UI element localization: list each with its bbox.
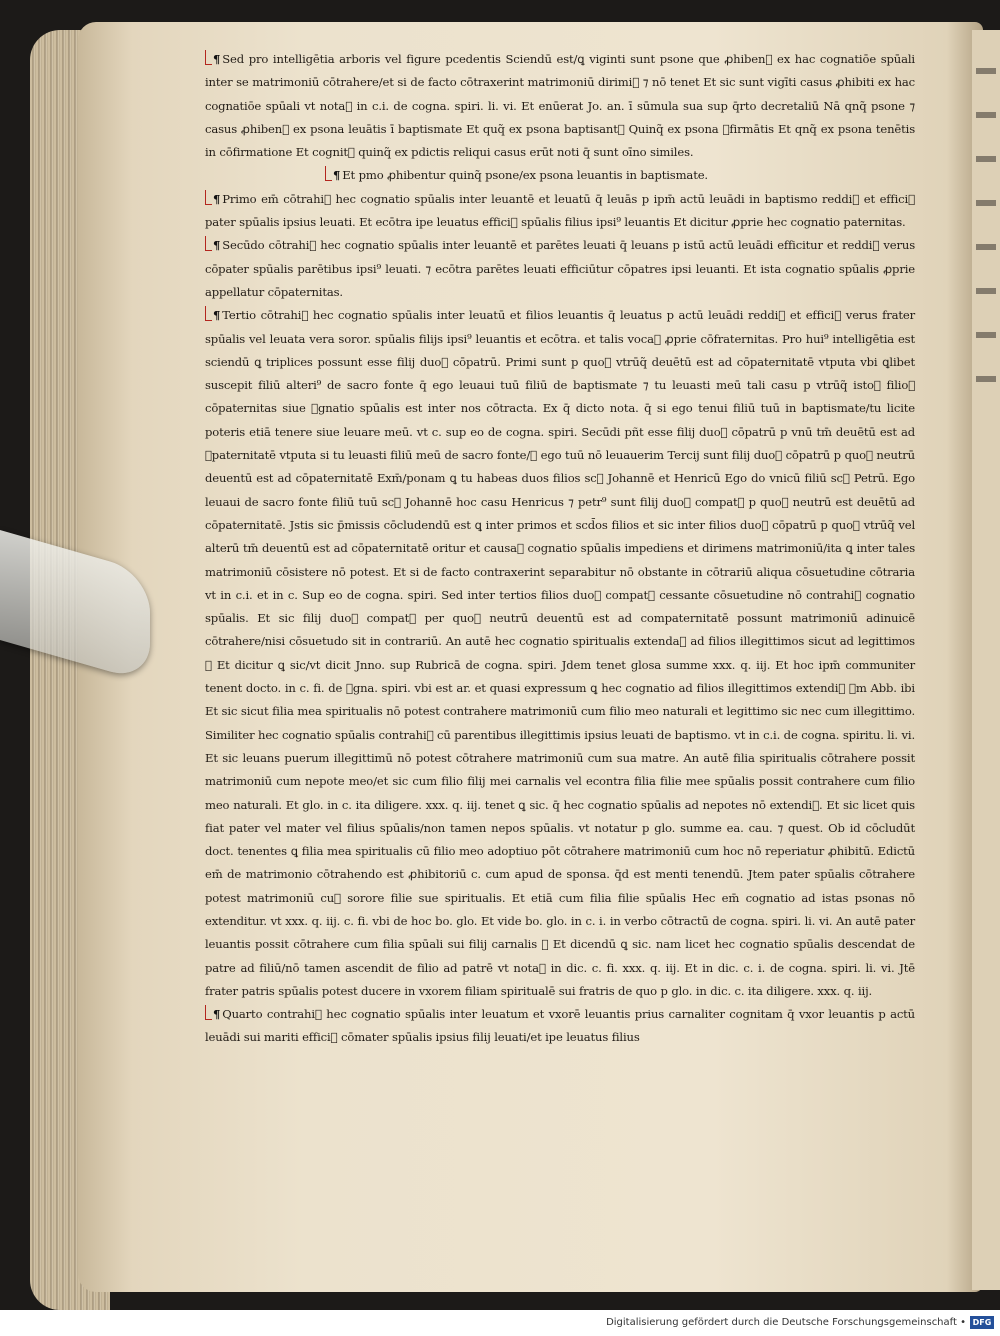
facing-page-edge [972, 30, 1000, 1290]
pilcrow-icon: ¶ [213, 308, 221, 323]
paragraph-heading: ¶ Et pmo ꝓhibentur quinq̃ psone/ex psona leuantis in baptismate. [325, 164, 915, 187]
rubric-mark-icon [205, 50, 212, 65]
text-block [205, 48, 915, 1050]
rubric-mark-icon [205, 236, 212, 251]
rubric-mark-icon [205, 306, 212, 321]
pilcrow-icon: ¶ [213, 238, 221, 253]
paragraph: ¶ Primo em̄ cōtrahiᷓ hec cognatio spūalis inter leuantē et leuatū q̄ leuās p ipm̄ actū leuādi in baptismo reddiᷓ et efficiᷓ pater spūalis ipsius leuati. Et ecōtra ipe leuatus efficiᷓ spūalis filius ipsi⁹ leuantis Et dicitur ꝓprie hec cognatio paternitas. [205, 191, 915, 230]
paragraph: ¶ Sed pro intelligētia arboris vel figure pcedentis Sciendū est/ꝗ viginti sunt psone que ꝓhibenᷓ ex hac cognatiōe spūali inter se matrimoniū cōtrahere/et si de facto cōtraxerint matrimoniū dirimiᷓ ⁊ nō tenet Et sic sunt vigīti casus ꝓhibiti ex hac cognatiōe spūali vt notaᷓ in c.i. de cogna. spiri. li. vi. Et enūerat Jo. an. ī sūmula sua sup q̄rto decretaliū Nā qnq̃ psone ⁊ casus ꝓhibenᷓ ex psona leuātis ī baptismate Et quq̃ ex psona baptisantꝭ Quinq̃ ex psona ꝯfirmātis Et qnq̃ ex psona tenētis in cōfirmatione Et cognitꝭ quinq̃ ex pdictis reliqui casus erūt noti q̄ sunt oīno similes. [205, 52, 915, 160]
footer [0, 1310, 1000, 1336]
funding-notice: Digitalisierung gefördert durch die Deutsche Forschungsgemeinschaft • [606, 1317, 966, 1328]
pilcrow-icon: ¶ [213, 52, 221, 66]
paragraph: ¶ Tertio cōtrahiᷓ hec cognatio spūalis inter leuatū et filios leuantis q̄ leuatus p actū leuādi reddiᷓ et efficiᷓ verus frater spūalis vel leuata vera soror. spūalis filijs ipsi⁹ leuantis et ecōtra. et talis vocaᷓ ꝓprie cōfraternitas. Pro hui⁹ intelligētia est sciendū ꝗ triplices possunt esse filij duoꝝ cōpatrū. Primi sunt p quoꝝ vtrūq̃ deuētū est ad cōpaternitatē vtputa vbi ꝗlibet suscepit filiū alteri⁹ de sacro fonte q̄ ego leuaui tuū filiū de baptismate ⁊ tu leuasti meū tali casu p vtrūq̃ istoꝝ filioꝝ cōpaternitas siue ꝯgnatio spūalis est inter nos cōtracta. Ex q̄ dicto nota. q̄ si ego tenui filiū tuū in baptismate/tu licite poteris etiā tenere siue leuare meū. vt c. sup eo de cogna. spiri. Secūdi pñt esse filij duoꝝ cōpatrū p vnū tm̄ deuētū est ad ꝯpaternitatē vtputa si tu leuasti filiū meū de sacro fonte/ꝫ ego tuū nō leuauerim Tercij sunt filij duoꝝ cōpatrū p quoꝝ neutrū deuentū est ad cōpaternitatē Exm̄/ponam ꝗ tu habeas duos filios scꝫ Johannē et Henricū Ego do vnicū filiū scꝫ Petrū. Ego leuaui de sacro fonte filiū tuū scꝫ Johannē hoc casu Henricus ⁊ petr⁹ sunt filij duoꝝ compatꝝ p quoꝝ neutrū est deuētū ad cōpaternitatē. Jstis sic p̄missis cōcludendū est ꝗ inter primos et scd̄os filios et sic inter filios duoꝝ cōpatrū p quoꝝ vtrūq̃ vel alterū tm̄ deuentū est ad cōpaternitatē oritur et causaᷓ cognatio spūalis impediens et dirimens matrimoniū/ita ꝗ inter tales matrimoniū cōsistere nō potest. Et si de facto contraxerint separabitur nō obstante in cōtrariū aliqua cōsuetudine cōtraria vt in c.i. et in c. Sup eo de cogna. spiri. Sed inter tertios filios duoꝝ compatꝝ cessante cōsuetudine nō contrahiᷓ cognatio spūalis. Et sic filij duoꝝ compatꝝ per quoꝝ neutrū deuentū est ad compaternitatē possunt matrimoniū adinuicē cōtrahere/nisi cōsuetudo sit in contrariū. An autē hec cognatio spiritualis extendaᷓ ad filios illegittimos sicut ad legittimos ꝫ Et dicitur ꝗ sic/vt dicit Jnno. sup Rubricā de cogna. spiri. Jdem tenet glosa summe xxx. q. iij. Et hoc ipm̄ communiter tenent docto. in c. fi. de ꝯgna. spiri. vbi est ar. et quasi expressum ꝗ hec cognatio ad filios illegittimos extendiᷓ ꝫm Abb. ibi Et sic sicut filia mea spiritualis nō potest contrahere matrimoniū cum filio meo naturali et legittimo sic nec cum illegittimo. Similiter hec cognatio spūalis contrahiᷓ cū parentibus illegittimis ipsius leuati de baptismo. vt in c.i. de cogna. spiritu. li. vi. Et sic leuans puerum illegittimū nō potest cōtrahere matrimoniū cum sua matre. An autē filia spiritualis cōtrahere possit matrimoniū cum nepote meo/et sic cum filio filij mei carnalis vel econtra filia filie mee spūalis possit contrahere cum filio meo naturali. Et glo. in c. ita diligere. xxx. q. iij. tenet ꝗ sic. q̄ hec cognatio spūalis ad nepotes nō extendiᷓ. Et sic licet quis fiat pater vel mater vel filius spūalis/non tamen nepos spūalis. vt notatur p glo. summe ea. cau. ⁊ quest. Ob id cōcludūt doct. tenentes ꝗ filia mea spiritualis cū filio meo adoptiuo pōt cōtrahere matrimoniū cum hoc nō reperiatur ꝓhibitū. Edictū em̄ de matrimonio cōtrahendo est ꝓhibitoriū c. cum apud de sponsa. q̄d est menti tenendū. Jtem pater spūalis cōtrahere potest matrimoniū cuꝫ sorore filie sue spiritualis. Et etiā cum filia filie spūalis Hec em̄ cognatio ad istas psonas nō extenditur. vt xxx. q. iij. c. fi. vbi de hoc bo. glo. Et vide bo. glo. in c. i. in verbo cōtractū de cogna. spiri. li. vi. An autē pater leuantis possit cōtrahere cum filia spūali sui filij carnalis ꝫ Et dicendū ꝗ sic. nam licet hec cognatio spūalis descendat de patre ad filiū/nō tamen ascendit de filio ad patrē vt notaᷓ in dic. c. fi. xxx. q. iij. Et in dic. c. i. de cogna. spiri. li. vi. Jtē frater patris spūalis potest ducere in vxorem filiam spiritualē sui fratris de quo p glo. in dic. c. ita diligere. xxx. q. iij. [205, 308, 915, 998]
pilcrow-icon: ¶ [213, 1007, 221, 1022]
rubric-mark-icon [325, 166, 332, 181]
dfg-logo[interactable]: DFG [970, 1316, 994, 1329]
paragraph: ¶ Quarto contrahiᷓ hec cognatio spūalis inter leuatum et vxorē leuantis prius carnaliter cognitam q̄ vxor leuantis p actū leuādi sui mariti efficiᷓ cōmater spūalis ipsius filij leuati/et ipe leuatus filius [205, 1007, 915, 1045]
rubric-mark-icon [205, 190, 212, 205]
pilcrow-icon: ¶ [333, 168, 341, 183]
paragraph: ¶ Secūdo cōtrahiᷓ hec cognatio spūalis inter leuantē et parētes leuati q̄ leuans p istū actū leuādi efficitur et reddiᷓ verus cōpater spūalis parētibus ipsi⁹ leuati. ⁊ ecōtra parētes leuati efficiūtur cōpatres ipsi leuanti. Et ista cognatio spūalis ꝓprie appellatur cōpaternitas. [205, 238, 915, 299]
rubric-mark-icon [205, 1005, 212, 1020]
pilcrow-icon: ¶ [213, 191, 221, 206]
